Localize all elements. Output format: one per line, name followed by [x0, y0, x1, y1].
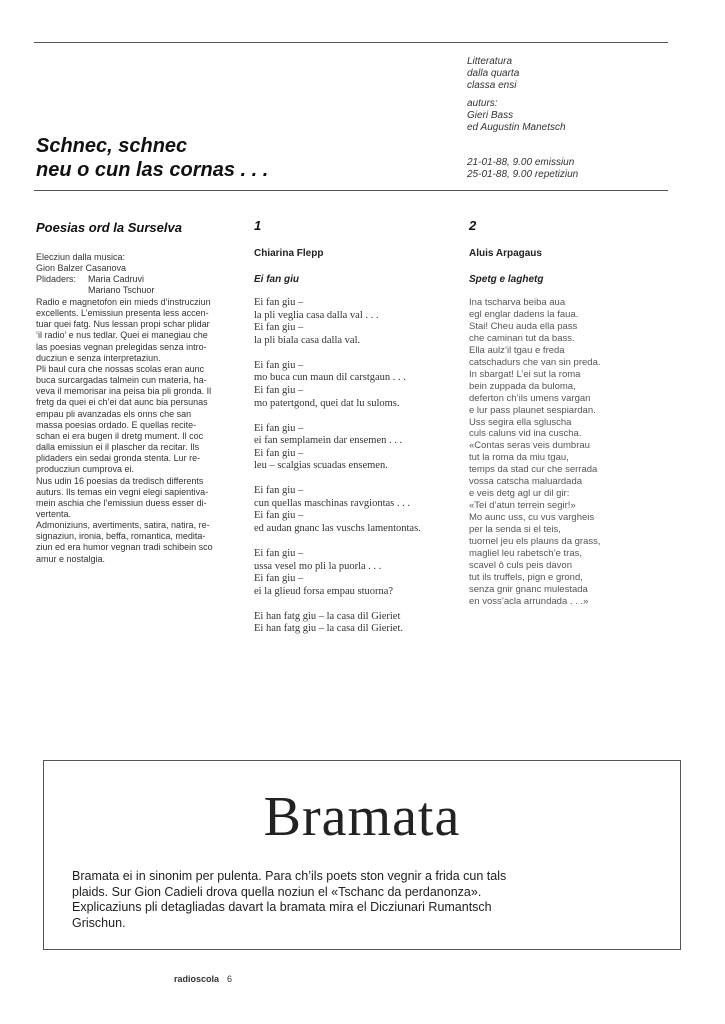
text-line: la pli veglia casa dalla val . . . — [254, 309, 379, 321]
text-line: Bramata ei in sinonim per pulenta. Para ch’ils poets ston vegnir a frida cun tals — [72, 869, 507, 883]
text-line: mein aschia che l’emissiun duess esser di- — [36, 497, 207, 508]
text-line: scavel ô culs peis davon — [469, 559, 572, 571]
text-line: cun quellas maschinas ravgiontas . . . — [254, 497, 411, 509]
text-line: fretg da quei ei ch’ei dat aunc bia persunas — [36, 397, 208, 408]
text-line: magliel leu rabetsch’e tras, — [469, 548, 582, 560]
text-line: ei la glieud forsa empau stuorna? — [254, 585, 394, 597]
text-line: per la senda si el teis, — [469, 524, 561, 536]
text-line: Ei fan giu – — [254, 322, 304, 334]
text-line: schan ei era bugen il dretg mument. Il coc — [36, 430, 204, 441]
poem-stanza — [254, 548, 454, 598]
text-line: amur e nostalgia. — [36, 553, 106, 564]
top-rule — [34, 42, 668, 43]
poem-stanza — [254, 297, 454, 347]
text-line: Pli baul cura che nossas scolas eran aunc — [36, 363, 205, 374]
poem-stanza — [254, 360, 454, 410]
text-line: Ei fan giu – — [254, 422, 304, 434]
text-line: Stai! Cheu auda ella pass — [469, 320, 578, 332]
text-line: tut la roma da miu tgau, — [469, 452, 569, 464]
text-line: Ei fan giu – — [254, 510, 304, 522]
text-line: Radio e magnetofon ein mieds d’instrucziun — [36, 297, 211, 307]
footer-brand: radioscola — [174, 974, 220, 984]
poem-text — [469, 297, 669, 608]
text-line: plaids. Sur Gion Cadieli drova quella noziun el «Tschanc da perdanonza». — [72, 884, 482, 899]
text-line: mo patertgond, quei dat lu suloms. — [254, 397, 400, 409]
music-label: Elecziun dalla musica: — [36, 252, 126, 262]
text-line: massa poesias ordado. E quellas recite- — [36, 419, 197, 430]
box-text — [72, 869, 506, 931]
text-line: tuornel jeu els plauns da grass, — [469, 536, 601, 548]
poem-author: Aluis Arpagaus — [469, 248, 542, 259]
text-line: Ei fan giu – — [254, 573, 304, 585]
page-footer — [174, 974, 232, 984]
broadcast-info — [467, 157, 578, 181]
text-line: mo buca cun maun dil carstgaun . . . — [254, 372, 406, 384]
text-line: producziun cumprova ei. — [36, 464, 135, 475]
text-line: buca surcargadas talmein cun materia, ha- — [36, 375, 207, 386]
text-line: Ei fan giu – — [254, 548, 304, 560]
title-line: neu o cun las cornas . . . — [36, 159, 269, 181]
text-line: excellents. L’emissiun presenta less accen- — [36, 308, 209, 319]
text-line: la pli biala casa dalla val. — [254, 334, 361, 346]
poem-stanza — [254, 423, 454, 473]
text-line: las poesias vegnan prelegidas senza intro- — [36, 341, 207, 352]
reader-name: Mariano Tschuor — [88, 285, 155, 295]
text-line: egl englar dadens la faua. — [469, 308, 579, 320]
credits — [36, 252, 154, 296]
text-line: Ei han fatg giu – la casa dil Gieriet — [254, 610, 401, 622]
readers-row — [36, 274, 154, 285]
music-credit: Gion Balzer Casanova — [36, 263, 127, 273]
text-line: leu – scalgias scuadas ensemen. — [254, 460, 388, 472]
text-line: Ei fan giu – — [254, 485, 304, 497]
text-line: bein zuppada da buloma, — [469, 380, 576, 392]
text-line: Ei fan giu – — [254, 447, 304, 459]
text-line: tut ils truffels, pign e grond, — [469, 571, 583, 583]
text-line: Grischun. — [72, 915, 126, 930]
text-line: Uss segira ella sgluscha — [469, 416, 572, 428]
header-bottom-rule — [34, 190, 668, 191]
text-line: ussa vesel mo pli la puorla . . . — [254, 560, 382, 572]
text-line: ed audan gnanc las vuschs lamentontas. — [254, 523, 421, 535]
program-line: dalla quarta — [467, 68, 520, 79]
text-line: culs caluns vid ina cuscha. — [469, 428, 582, 440]
broadcast-line: 25-01-88, 9.00 repetiziun — [467, 169, 579, 180]
text-line: ‘il radio’ e nus tedlar. Quei ei manegiau che — [36, 330, 208, 341]
text-line: tuar quei fatg. Nus lessan propi schar plidar — [36, 319, 210, 330]
text-line: Ina tscharva beiba aua — [469, 297, 566, 308]
page-title — [36, 134, 268, 182]
text-line: plidaders ein sedai gronda stenta. Lur re- — [36, 453, 201, 464]
page-number: 6 — [227, 974, 233, 984]
program-line: Litteratura — [467, 56, 513, 67]
text-line: en voss’acla arrundada . . .» — [469, 595, 589, 607]
poem-stanza — [254, 611, 454, 636]
reader-name: Maria Cadruvi — [88, 274, 145, 284]
text-line: Ei fan giu – — [254, 384, 304, 396]
text-line: e veis detg agl ur dil gir: — [469, 488, 570, 500]
box-title: Bramata — [263, 786, 461, 848]
title-line: Schnec, schnec — [36, 135, 188, 157]
poem-title: Ei fan giu — [254, 274, 299, 285]
text-line: «Contas seras veis dumbrau — [469, 440, 590, 452]
readers-label: Plidaders: — [36, 274, 77, 284]
text-line: deferton ch’ils umens vargan — [469, 392, 591, 404]
text-line: signaziun, ironia, beffa, romantica, medita- — [36, 531, 206, 542]
text-line: e lur pass plaunet sespiardan. — [469, 404, 596, 416]
text-line: ziun ed era humor vegnan tradi schibein sco — [36, 542, 213, 553]
text-line: empau pli avanzadas els onns che san — [36, 408, 192, 419]
authors-label: auturs: — [467, 98, 498, 109]
poem-title: Spetg e laghetg — [469, 274, 544, 285]
text-line: catschadurs che van sin preda. — [469, 356, 601, 368]
authors-info — [467, 98, 566, 134]
text-line: dalla emissiun ei il plascher da recitar. Ils — [36, 442, 200, 453]
text-line: auturs. Ils temas ein vegni elegi sapientiva- — [36, 486, 209, 497]
poem-text — [254, 297, 454, 648]
text-line: Ei han fatg giu – la casa dil Gieriet. — [254, 623, 403, 635]
text-line: Admoniziuns, avertiments, satira, natira, re- — [36, 520, 210, 531]
author-line: Gieri Bass — [467, 110, 514, 121]
text-line: Mo aunc uss, cu vus vargheis — [469, 512, 595, 524]
text-line: vertenta. — [36, 508, 72, 519]
text-line: ducziun e senza interpretaziun. — [36, 352, 161, 363]
text-line: veva il memorisar ina peisa bia pli gronda. Il — [36, 386, 212, 397]
text-line: senza gnir gnanc mulestada — [469, 583, 588, 595]
program-info — [467, 56, 519, 92]
section-heading: Poesias ord la Surselva — [36, 220, 182, 235]
poem-number: 2 — [469, 218, 477, 233]
broadcast-line: 21-01-88, 9.00 emissiun — [467, 157, 575, 168]
author-line: ed Augustin Manetsch — [467, 122, 566, 133]
text-line: Explicaziuns pli detagliadas davart la bramata mira el Dicziunari Rumantsch — [72, 900, 492, 914]
poem-number: 1 — [254, 218, 262, 233]
program-line: classa ensi — [467, 80, 517, 91]
intro-body — [36, 297, 242, 565]
text-line: Nus udin 16 poesias da tredisch differents — [36, 475, 204, 486]
text-line: temps da stad cur che serrada — [469, 464, 598, 476]
text-line: In sbargat! L’ei sut la roma — [469, 368, 581, 380]
text-line: ei fan semplamein dar ensemen . . . — [254, 435, 403, 447]
text-line: «Tei d’atun terrein segir!» — [469, 500, 576, 512]
poem-author: Chiarina Flepp — [254, 248, 324, 259]
text-line: Ei fan giu – — [254, 297, 304, 308]
poem-stanza — [254, 485, 454, 535]
text-line: che caminan tut da bass. — [469, 332, 575, 344]
bramata-box — [43, 760, 681, 950]
text-line: vossa catscha maluardada — [469, 476, 583, 488]
text-line: Ella aulz’il tgau e freda — [469, 344, 565, 356]
text-line: Ei fan giu – — [254, 359, 304, 371]
